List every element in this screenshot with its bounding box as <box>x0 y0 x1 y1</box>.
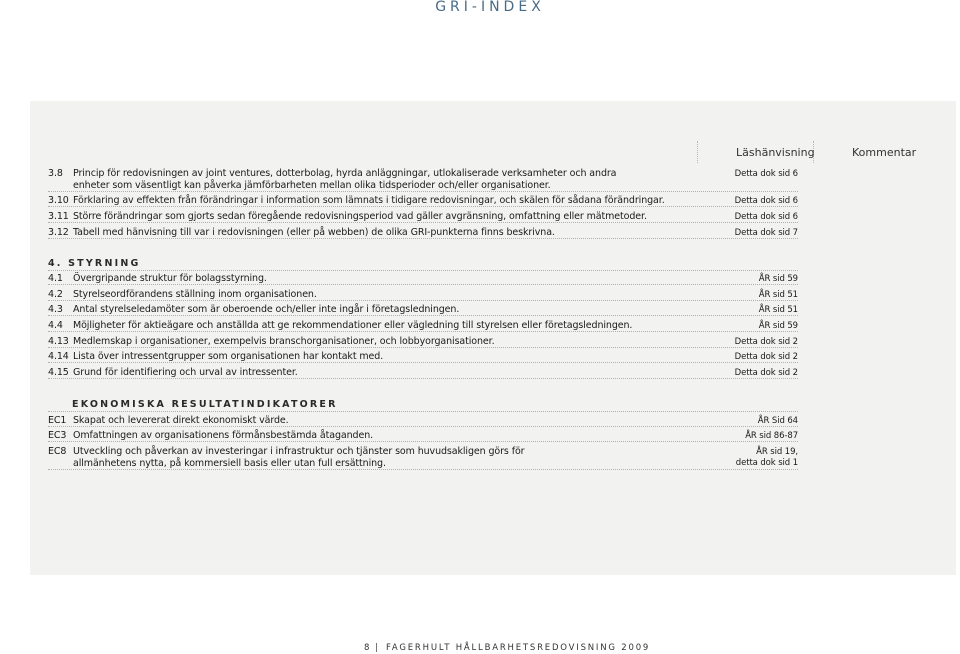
table-row <box>48 304 798 316</box>
table-row <box>48 320 798 332</box>
row-reference: Detta dok sid 6 <box>734 212 798 222</box>
section-heading-styrning: 4. STYRNING <box>48 258 798 271</box>
row-reference: Detta dok sid 6 <box>734 196 798 206</box>
table-row <box>48 273 798 285</box>
row-number: 4.4 <box>48 320 63 331</box>
table-row <box>48 336 798 348</box>
row-reference: ÅR sid 51 <box>758 305 798 315</box>
table-row <box>48 195 798 207</box>
row-number: 4.13 <box>48 336 69 347</box>
row-description: Utveckling och påverkan av investeringar i infrastruktur och tjänster som huvudsakligen görs för allmänhetens nytta, på kommersiell basis eller utan full ersättning. <box>73 446 525 469</box>
row-number: 4.2 <box>48 289 63 300</box>
row-reference: Detta dok sid 2 <box>734 368 798 378</box>
page-title: GRI-INDEX <box>435 0 545 15</box>
row-reference: ÅR Sid 64 <box>757 416 798 426</box>
column-header-reference: Läshänvisning <box>736 146 815 159</box>
row-description: Grund för identifiering och urval av intressenter. <box>73 367 298 378</box>
row-description: Tabell med hänvisning till var i redovisningen (eller på webben) de olika GRI-punkterna finns beskrivna. <box>73 227 555 238</box>
table-row <box>48 430 798 442</box>
section-heading-ekonomi: EKONOMISKA RESULTATINDIKATORER <box>72 399 338 410</box>
row-description: Lista över intressentgrupper som organisationen har kontakt med. <box>73 351 384 362</box>
page-number: 8 <box>364 643 370 653</box>
row-description: Styrelseordförandens ställning inom organisationen. <box>73 289 317 300</box>
row-reference: Detta dok sid 2 <box>734 337 798 347</box>
row-reference: ÅR sid 51 <box>758 290 798 300</box>
row-reference: ÅR sid 59 <box>758 321 798 331</box>
row-description: Större förändringar som gjorts sedan föregående redovisningsperiod vad gäller avgränsning, omfattning eller mätmetoder. <box>73 211 647 222</box>
row-number: EC8 <box>48 446 67 457</box>
row-number: 4.1 <box>48 273 63 284</box>
column-divider <box>697 141 698 163</box>
section-divider <box>48 411 798 412</box>
row-description: Övergripande struktur för bolagsstyrning. <box>73 273 267 284</box>
table-row <box>48 289 798 301</box>
page-footer <box>0 642 960 654</box>
row-number: 3.10 <box>48 195 69 206</box>
row-reference-line: detta dok sid 1 <box>735 458 798 468</box>
row-description: Möjligheter för aktieägare och anställda att ge rekommendationer eller vägledning till styrelsen eller företagsledningen. <box>73 320 633 331</box>
row-reference: ÅR sid 86-87 <box>745 431 798 441</box>
row-number: 4.3 <box>48 304 63 315</box>
row-description: Skapat och levererat direkt ekonomiskt värde. <box>73 415 289 426</box>
table-row <box>48 211 798 223</box>
column-header-comment: Kommentar <box>852 146 917 159</box>
row-description: Antal styrelseledamöter som är oberoende och/eller inte ingår i företagsledningen. <box>73 304 460 315</box>
row-description: Medlemskap i organisationer, exempelvis branschorganisationer, och lobbyorganisationer. <box>73 336 495 347</box>
row-reference: Detta dok sid 6 <box>734 169 798 179</box>
row-reference-line: ÅR sid 19, <box>756 447 798 457</box>
row-number: 3.11 <box>48 211 69 222</box>
row-description: Omfattningen av organisationens förmånsbestämda åtaganden. <box>73 430 374 441</box>
table-row <box>48 415 798 427</box>
row-reference: ÅR sid 59 <box>758 274 798 284</box>
table-row <box>48 446 798 470</box>
row-number: EC1 <box>48 415 67 426</box>
table-row <box>48 351 798 363</box>
row-description: Förklaring av effekten från förändringar i information som lämnats i tidigare redovisningar, och skälen för sådana förändringar. <box>73 195 665 206</box>
publication-title: FAGERHULT HÅLLBARHETSREDOVISNING 2009 <box>386 643 651 653</box>
row-number: 4.15 <box>48 367 69 378</box>
row-reference <box>678 446 798 469</box>
row-description: Princip för redovisningen av joint ventures, dotterbolag, hyrda anläggningar, utlokaliserade verksamheter och andra enheter som väsentligt kan påverka jämförbarheten mellan olika tidsperioder och/eller organisationer. <box>73 168 617 191</box>
row-number: 4.14 <box>48 351 69 362</box>
row-reference: Detta dok sid 2 <box>734 352 798 362</box>
row-number: 3.8 <box>48 168 63 179</box>
table-row <box>48 227 798 239</box>
row-reference: Detta dok sid 7 <box>734 228 798 238</box>
row-number: 3.12 <box>48 227 69 238</box>
footer-separator <box>376 643 377 652</box>
row-number: EC3 <box>48 430 67 441</box>
table-row <box>48 168 798 192</box>
table-row <box>48 367 798 379</box>
